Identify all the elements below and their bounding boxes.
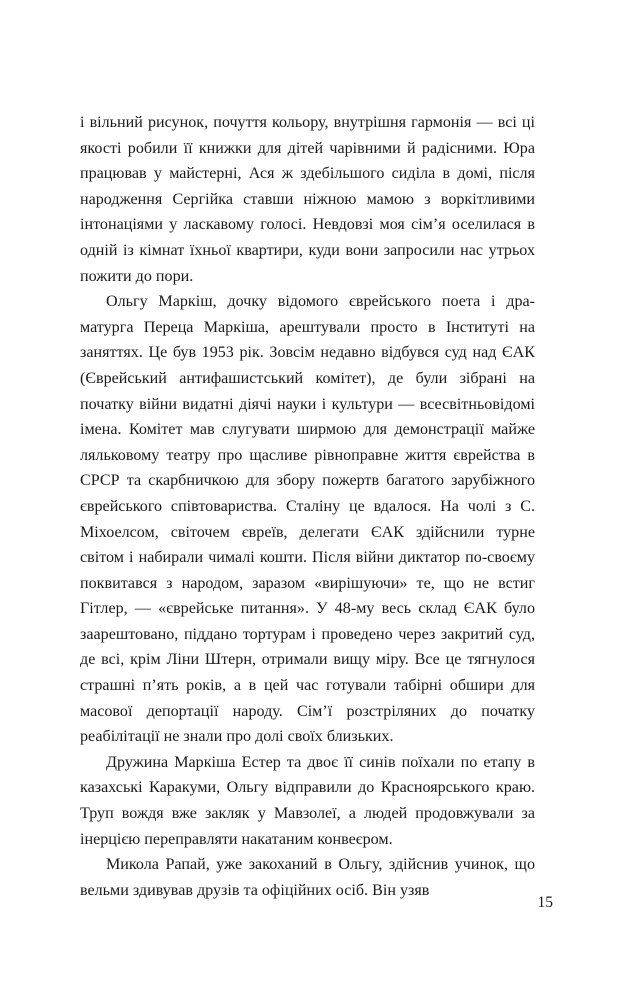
paragraph: Ольгу Маркіш, дочку відомого єврейського поета і драматурга Переца Маркіша, арештували просто в Інституті на заняттях. Це був 1953 рік. Зовсім недавно відбувся суд над ЄАК (Єврейський антифашистський комітет), де були зібрані на початку війни видатні діячі науки і культури — всесвітньовідомі імена. Комітет мав слугувати ширмою для демонстрації майже ляльковому театру про щасливе рівноправне життя єврейства в СРСР та скарбничкою для збору пожертв багатого зарубіжного єврейського співтовариства. Сталіну це вдалося. На чолі з С. Міхоелсом, світочем євреїв, делегати ЄАК здійснили турне світом і набирали чималі кошти. Після війни диктатор по-своєму поквитався з народом, заразом «вирішуючи» те, що не встиг Гітлер, — «єврейське питання». У 48-му весь склад ЄАК було заарештовано, піддано тортурам і проведено через закритий суд, де всі, крім Ліни Штерн, отримали вищу міру. Все це тягнулося страшні п’ять років, а в цей час готували табірні обшири для масової депортації народу. Сім’ї розстріляних до початку реабілітації не знали про долі своїх близьких. [80, 293, 535, 746]
paragraph: Микола Рапай, уже закоханий в Ольгу, здійснив учинок, що вельми здивував друзів та офіційних осіб. Він узяв [80, 856, 535, 899]
paragraph: Дружина Маркіша Естер та двоє її синів поїхали по етапу в казахські Каракуми, Ольгу відправили до Красноярського краю. Труп вождя вже закляк у Мавзолеї, а людей продовжували за інерцією переправляти накатаним конвеєром. [80, 753, 535, 848]
body-text-column [80, 110, 535, 903]
page-number: 15 [537, 894, 553, 911]
paragraph: і вільний рисунок, почуття кольору, внутрішня гармонія — всі ці якості робили її книжки для дітей чарівними й радісними. Юра працював у майстерні, Ася ж здебільшого сиділа в домі, після народження Сергійка ставши ніжною мамою з воркітливими інтонаціями у ласкавому голосі. Невдовзі моя сім’я оселилася в одній із кімнат їхньої квартири, куди вони запросили нас утрьох пожити до пори. [80, 114, 535, 285]
